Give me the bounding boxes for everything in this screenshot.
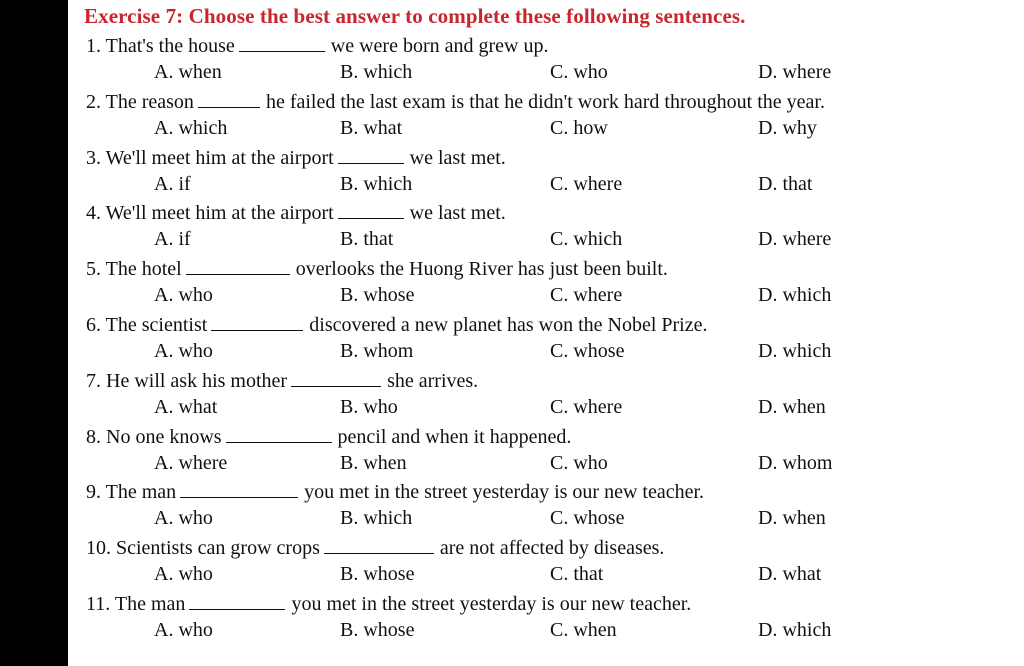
option-c: C. where bbox=[550, 395, 623, 418]
option-c: C. whose bbox=[550, 507, 625, 530]
option-d: D. when bbox=[758, 395, 826, 418]
question-text-after: are not affected by diseases. bbox=[439, 537, 665, 560]
question-text-before: 2. The reason bbox=[86, 90, 194, 113]
option-d: D. which bbox=[758, 340, 832, 362]
question-9 bbox=[86, 479, 704, 505]
option-b: B. what bbox=[340, 116, 403, 139]
question-text-after: she arrives. bbox=[387, 369, 479, 392]
option-c: C. who bbox=[550, 451, 608, 474]
option-b: B. which bbox=[340, 507, 413, 530]
question-text-before: 5. The hotel bbox=[86, 258, 182, 281]
option-a: A. who bbox=[154, 619, 213, 641]
question-5 bbox=[86, 256, 668, 282]
option-b: B. whose bbox=[340, 563, 415, 586]
options-row-8 bbox=[68, 450, 1024, 476]
question-text-after: we last met. bbox=[409, 202, 506, 225]
option-a: A. when bbox=[154, 61, 222, 83]
option-d: D. why bbox=[758, 116, 817, 139]
answer-blank bbox=[198, 89, 260, 108]
option-b: B. which bbox=[340, 61, 413, 83]
option-a: A. what bbox=[154, 395, 218, 418]
answer-blank bbox=[180, 479, 298, 498]
answer-blank bbox=[211, 312, 303, 331]
option-c: C. where bbox=[550, 172, 623, 195]
option-b: B. whose bbox=[340, 284, 415, 307]
option-b: B. that bbox=[340, 228, 394, 251]
question-2 bbox=[86, 89, 825, 115]
question-text-before: 11. The man bbox=[86, 593, 186, 615]
question-text-after: discovered a new planet has won the Nobel Prize. bbox=[309, 314, 708, 336]
option-c: C. whose bbox=[550, 340, 625, 362]
option-a: A. who bbox=[154, 284, 213, 307]
options-row-2 bbox=[68, 115, 1024, 141]
option-c: C. which bbox=[550, 228, 623, 251]
options-row-4 bbox=[68, 226, 1024, 252]
question-8 bbox=[86, 424, 571, 450]
option-d: D. when bbox=[758, 507, 826, 530]
question-10 bbox=[86, 535, 664, 561]
question-text-before: 6. The scientist bbox=[86, 314, 208, 336]
question-4 bbox=[86, 200, 506, 226]
option-d: D. what bbox=[758, 563, 822, 586]
question-text-before: 7. He will ask his mother bbox=[86, 369, 288, 392]
option-d: D. whom bbox=[758, 451, 833, 474]
option-b: B. who bbox=[340, 395, 398, 418]
answer-blank bbox=[186, 256, 290, 275]
option-d: D. which bbox=[758, 619, 832, 641]
option-c: C. who bbox=[550, 61, 608, 83]
options-row-3 bbox=[68, 171, 1024, 197]
option-d: D. which bbox=[758, 284, 832, 307]
option-a: A. if bbox=[154, 172, 191, 195]
question-text-after: overlooks the Huong River has just been built. bbox=[295, 258, 668, 281]
question-6 bbox=[86, 312, 707, 338]
question-3 bbox=[86, 145, 506, 171]
question-text-after: he failed the last exam is that he didn't work hard throughout the year. bbox=[265, 90, 825, 113]
answer-blank bbox=[239, 33, 325, 52]
option-c: C. where bbox=[550, 284, 623, 307]
option-d: D. that bbox=[758, 172, 813, 195]
question-text-before: 9. The man bbox=[86, 481, 177, 504]
option-a: A. if bbox=[154, 228, 191, 251]
answer-blank bbox=[291, 368, 381, 387]
question-text-after: you met in the street yesterday is our new teacher. bbox=[304, 481, 705, 504]
question-text-after: you met in the street yesterday is our new teacher. bbox=[291, 593, 692, 615]
answer-blank bbox=[324, 535, 434, 554]
options-row-11 bbox=[68, 617, 1024, 643]
option-a: A. who bbox=[154, 340, 213, 362]
options-row-5 bbox=[68, 282, 1024, 308]
question-11 bbox=[86, 591, 691, 617]
option-a: A. who bbox=[154, 563, 213, 586]
question-1 bbox=[86, 33, 548, 59]
options-row-9 bbox=[68, 505, 1024, 531]
option-d: D. where bbox=[758, 228, 832, 251]
option-b: B. whose bbox=[340, 619, 415, 641]
option-c: C. that bbox=[550, 563, 604, 586]
exercise-title: Exercise 7: Choose the best answer to complete these following sentences. bbox=[84, 4, 746, 28]
options-row-1 bbox=[68, 59, 1024, 85]
question-text-before: 4. We'll meet him at the airport bbox=[86, 202, 334, 225]
option-c: C. how bbox=[550, 116, 608, 139]
question-text-after: pencil and when it happened. bbox=[337, 425, 572, 448]
options-row-10 bbox=[68, 561, 1024, 587]
question-text-after: we last met. bbox=[409, 146, 506, 169]
question-text-after: we were born and grew up. bbox=[330, 35, 549, 57]
question-7 bbox=[86, 368, 478, 394]
option-a: A. which bbox=[154, 116, 228, 139]
option-b: B. when bbox=[340, 451, 407, 474]
option-b: B. which bbox=[340, 172, 413, 195]
option-b: B. whom bbox=[340, 340, 414, 362]
option-a: A. who bbox=[154, 507, 213, 530]
question-text-before: 1. That's the house bbox=[86, 35, 235, 57]
question-text-before: 10. Scientists can grow crops bbox=[86, 537, 320, 560]
answer-blank bbox=[338, 200, 404, 219]
options-row-7 bbox=[68, 394, 1024, 420]
worksheet-page bbox=[68, 0, 1024, 666]
option-c: C. when bbox=[550, 619, 617, 641]
question-text-before: 8. No one knows bbox=[86, 425, 222, 448]
answer-blank bbox=[226, 424, 332, 443]
answer-blank bbox=[189, 591, 285, 610]
option-d: D. where bbox=[758, 61, 832, 83]
question-text-before: 3. We'll meet him at the airport bbox=[86, 146, 334, 169]
answer-blank bbox=[338, 145, 404, 164]
option-a: A. where bbox=[154, 451, 228, 474]
options-row-6 bbox=[68, 338, 1024, 364]
